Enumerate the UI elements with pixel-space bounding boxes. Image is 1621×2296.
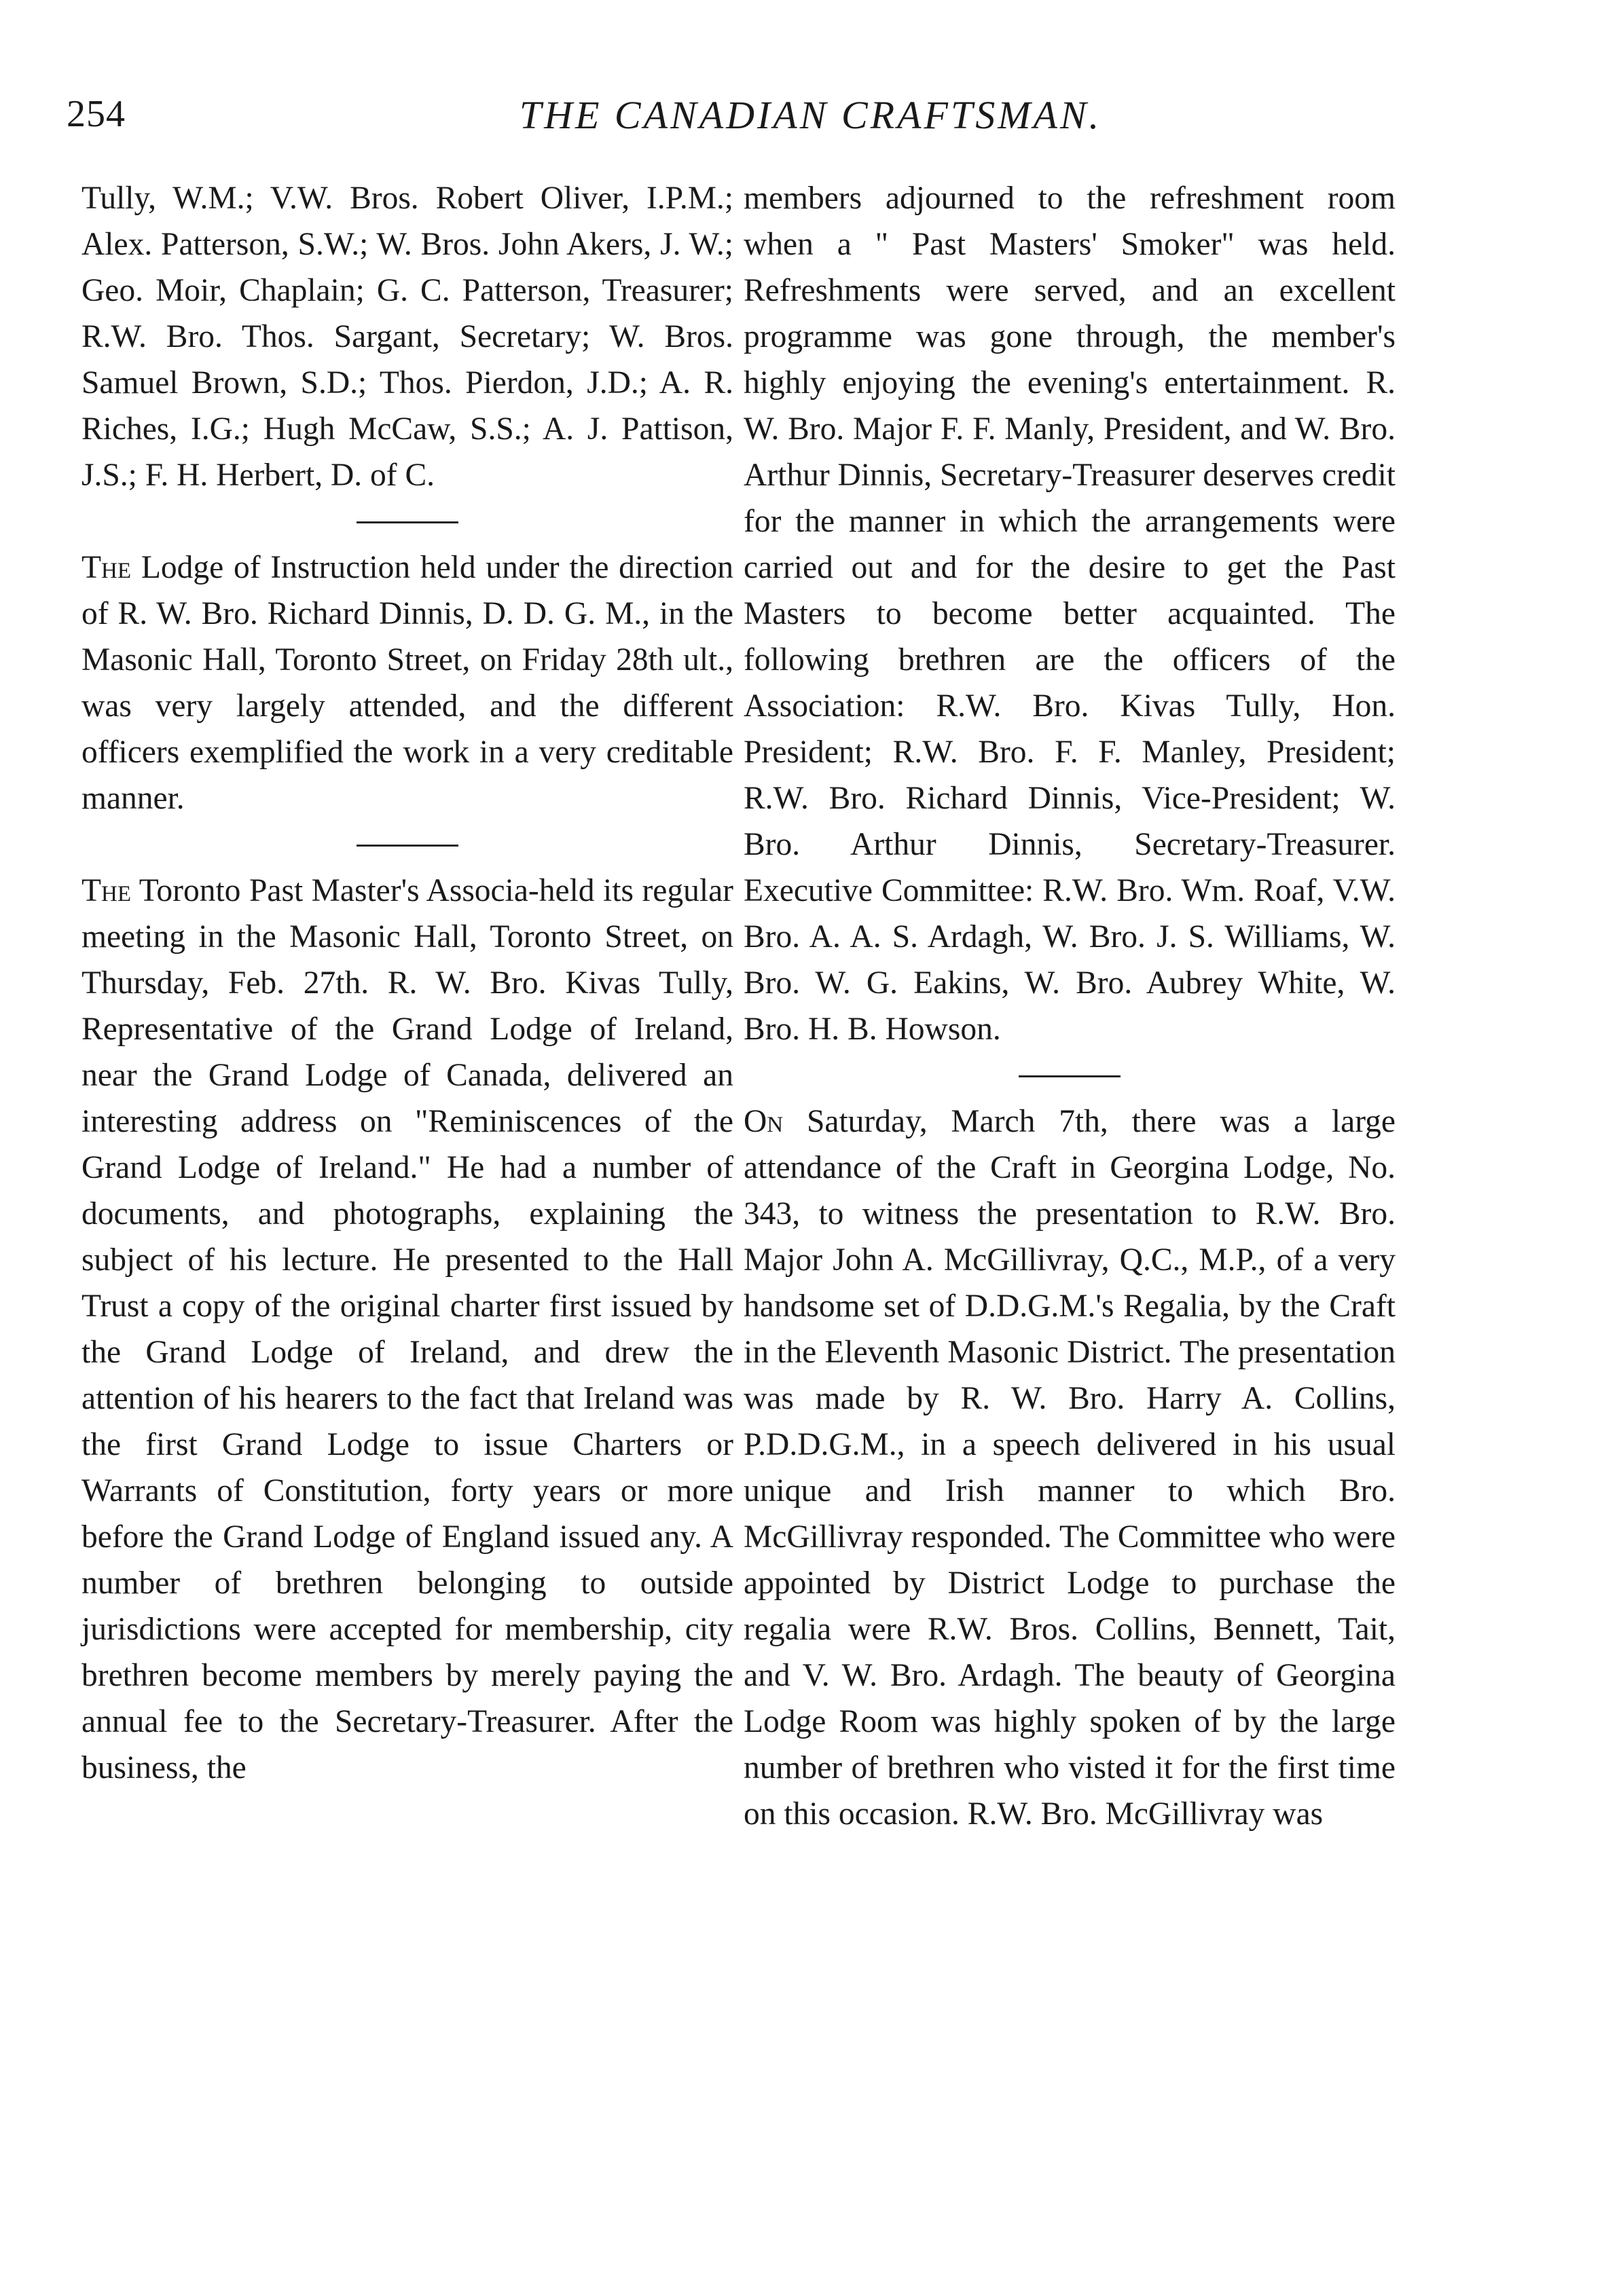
paragraph-lead: The bbox=[81, 550, 132, 585]
lodge-of-instruction-paragraph bbox=[81, 544, 733, 821]
right-column bbox=[744, 175, 1396, 1837]
paragraph-body: Toronto Past Master's Associa-held its regular meeting in the Masonic Hall, Toronto Street, on Thursday, Feb. 27th. R. W. Bro. Kivas Tully, Representative of the Grand Lodge of Ireland, near the Grand Lodge of Canada, delivered an interesting address on "Reminiscences of the Grand Lodge of Ireland." He had a number of documents, and photographs, explaining the subject of his lecture. He presented to the Hall Trust a copy of the original charter first issued by the Grand Lodge of Ireland, and drew the attention of his hearers to the fact that Ireland was the first Grand Lodge to issue Charters or Warrants of Constitution, forty years or more before the Grand Lodge of England issued any. A number of brethren belonging to outside jurisdictions were accepted for membership, city brethren become members by merely paying the annual fee to the Secretary-Treasurer. After the business, the bbox=[81, 873, 733, 1785]
smoker-officers-paragraph: members adjourned to the refreshment room when a " Past Masters' Smoker" was held. Refreshments were served, and an excellent programme was gone through, the member's highly enjoying the evening's entertainment. R. W. Bro. Major F. F. Manly, President, and W. Bro. Arthur Dinnis, Secretary-Treasurer deserves credit for the manner in which the arrangements were carried out and for the desire to get the Past Masters to become better acquainted. The following brethren are the officers of the Association: R.W. Bro. Kivas Tully, Hon. President; R.W. Bro. F. F. Manley, President; R.W. Bro. Richard Dinnis, Vice-President; W. Bro. Arthur Dinnis, Secretary-Treasurer. Executive Committee: R.W. Bro. Wm. Roaf, V.W. Bro. A. A. S. Ardagh, W. Bro. J. S. Williams, W. Bro. W. G. Eakins, W. Bro. Aubrey White, W. Bro. H. B. Howson. bbox=[744, 181, 1396, 1047]
left-column bbox=[81, 175, 733, 1791]
paragraph-body: Lodge of Instruction held under the direction of R. W. Bro. Richard Dinnis, D. D. G. M., in the Masonic Hall, Toronto Street, on Friday 28th ult., was very largely attended, and the different officers exemplified the work in a very creditable manner. bbox=[81, 550, 734, 816]
page-header bbox=[0, 92, 1621, 153]
section-divider bbox=[81, 498, 733, 544]
paragraph-lead: On bbox=[744, 1104, 784, 1139]
section-divider bbox=[81, 821, 733, 868]
page-number: 254 bbox=[67, 93, 126, 135]
georgina-lodge-paragraph bbox=[744, 1098, 1396, 1837]
section-divider bbox=[744, 1052, 1396, 1098]
running-title: THE CANADIAN CRAFTSMAN. bbox=[519, 93, 1102, 137]
officer-list-paragraph: Tully, W.M.; V.W. Bros. Robert Oliver, I.P.M.; Alex. Patterson, S.W.; W. Bros. John Akers, J. W.; Geo. Moir, Chaplain; G. C. Patterson, Treasurer; R.W. Bro. Thos. Sargant, Secretary; W. Bros. Samuel Brown, S.D.; Thos. Pierdon, J.D.; A. R. Riches, I.G.; Hugh McCaw, S.S.; A. J. Pattison, J.S.; F. H. Herbert, D. of C. bbox=[81, 181, 733, 493]
paragraph-lead: The bbox=[81, 873, 132, 908]
paragraph-body: Saturday, March 7th, there was a large attendance of the Craft in Georgina Lodge, No. 343, to witness the presentation to R.W. Bro. Major John A. McGillivray, Q.C., M.P., of a very handsome set of D.D.G.M.'s Regalia, by the Craft in the Eleventh Masonic District. The presentation was made by R. W. Bro. Harry A. Collins, P.D.D.G.M., in a speech delivered in his usual unique and Irish manner to which Bro. McGillivray responded. The Committee who were appointed by District Lodge to purchase the regalia were R.W. Bros. Collins, Bennett, Tait, and V. W. Bro. Ardagh. The beauty of Georgina Lodge Room was highly spoken of by the large number of brethren who visted it for the first time on this occasion. R.W. Bro. McGillivray was bbox=[744, 1104, 1396, 1832]
past-masters-association-paragraph bbox=[81, 868, 733, 1791]
